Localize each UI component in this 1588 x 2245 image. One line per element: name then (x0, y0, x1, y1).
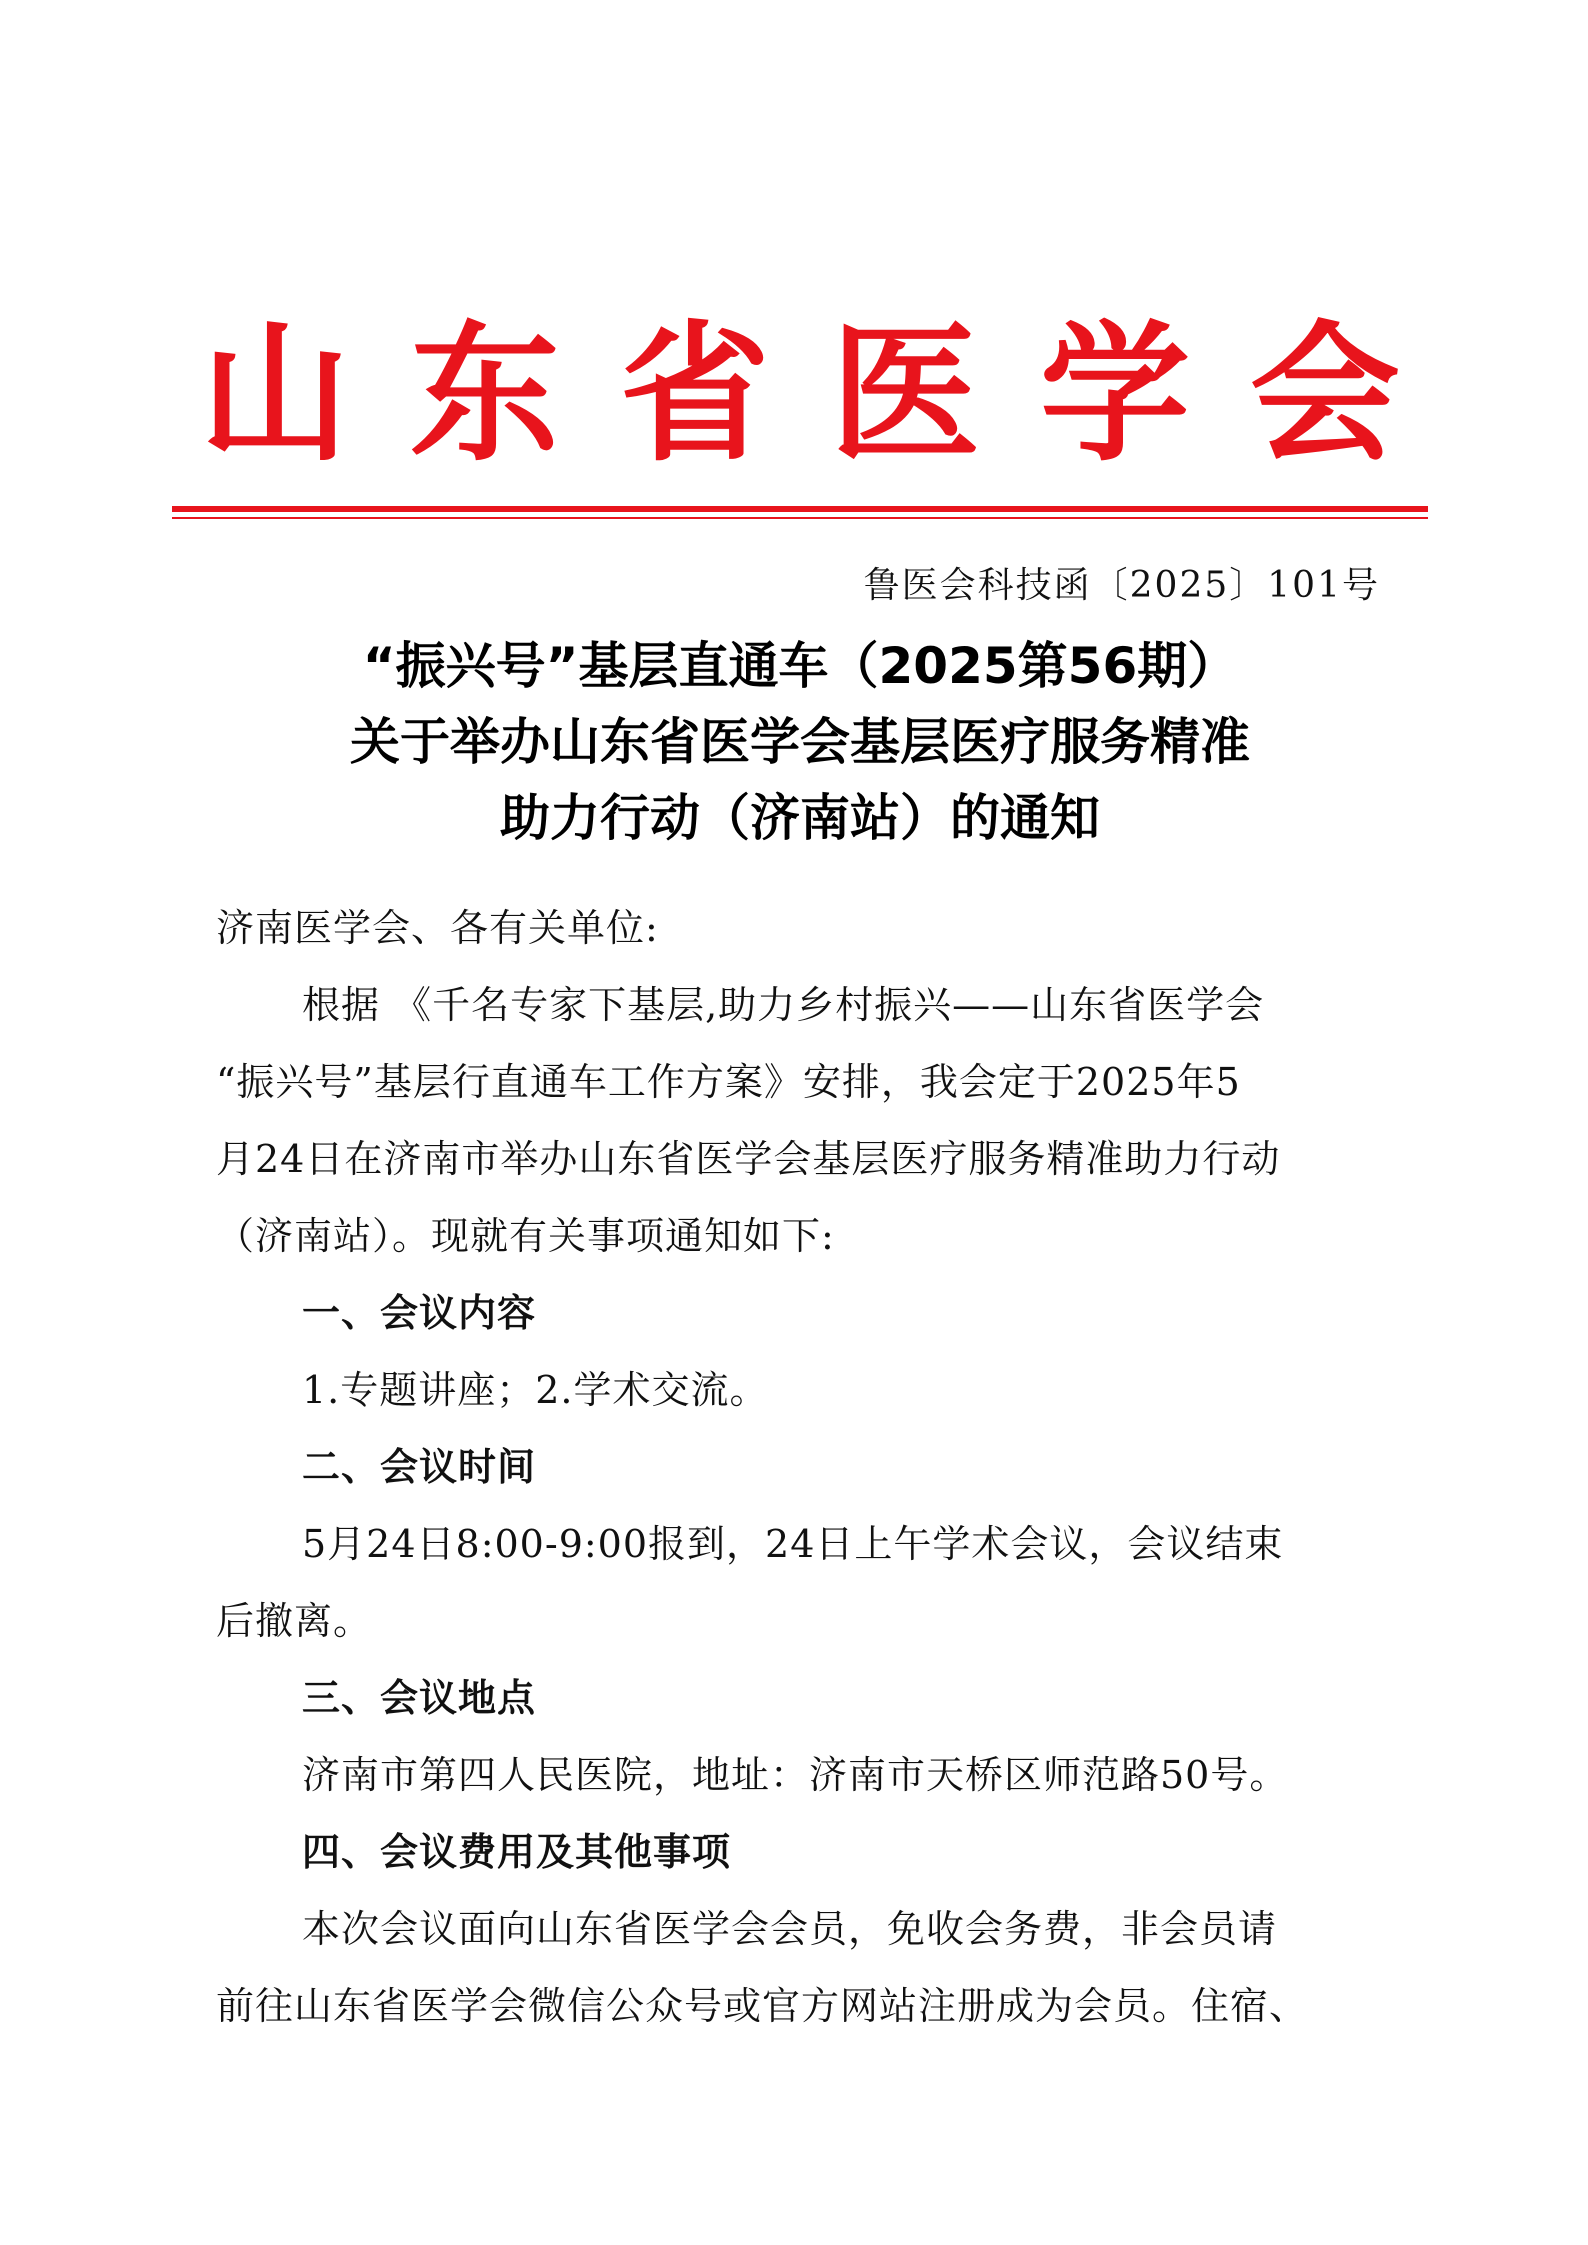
section-line: 5月24日8:00-9:00报到，24日上午学术会议，会议结束 (302, 1522, 1284, 1566)
intro-line: “振兴号”基层行直通车工作方案》安排，我会定于2025年5 (216, 1060, 1241, 1104)
document-title (172, 628, 1428, 856)
section-heading-content: 一、会议内容 (302, 1291, 537, 1335)
title-line: 助力行动（济南站）的通知 (500, 789, 1100, 847)
masthead-char: 会 (1249, 308, 1400, 482)
masthead-char: 东 (409, 308, 560, 482)
intro-line: 根据 《千名专家下基层,助力乡村振兴——山东省医学会 (302, 983, 1265, 1027)
document-number: 鲁医会科技函〔2025〕101号 (863, 565, 1380, 606)
masthead-org-name (200, 308, 1400, 482)
section-line: 前往山东省医学会微信公众号或官方网站注册成为会员。住宿、 (216, 1984, 1309, 2028)
intro-line: （济南站）。现就有关事项通知如下: (216, 1214, 835, 1258)
section-line: 1.专题讲座；2.学术交流。 (302, 1368, 769, 1412)
section-heading-fees: 四、会议费用及其他事项 (302, 1830, 732, 1874)
section-line: 本次会议面向山东省医学会会员，免收会务费，非会员请 (302, 1907, 1278, 1951)
masthead-char: 省 (619, 308, 770, 482)
masthead-char: 山 (200, 308, 351, 482)
masthead-char: 学 (1039, 308, 1190, 482)
masthead-rule-thick (172, 506, 1428, 512)
section-heading-time: 二、会议时间 (302, 1445, 537, 1489)
salutation: 济南医学会、各有关单位: (216, 906, 659, 950)
title-line: 关于举办山东省医学会基层医疗服务精准 (350, 713, 1250, 771)
section-line: 后撤离。 (216, 1599, 373, 1643)
intro-line: 月24日在济南市举办山东省医学会基层医疗服务精准助力行动 (216, 1137, 1281, 1181)
masthead-char: 医 (829, 308, 980, 482)
document-body (216, 890, 1384, 2045)
section-heading-location: 三、会议地点 (302, 1676, 537, 1720)
masthead-rule-thin (172, 517, 1428, 519)
title-line: “振兴号”基层直通车（2025第56期） (362, 637, 1238, 695)
section-line: 济南市第四人民医院，地址：济南市天桥区师范路50号。 (302, 1753, 1289, 1797)
